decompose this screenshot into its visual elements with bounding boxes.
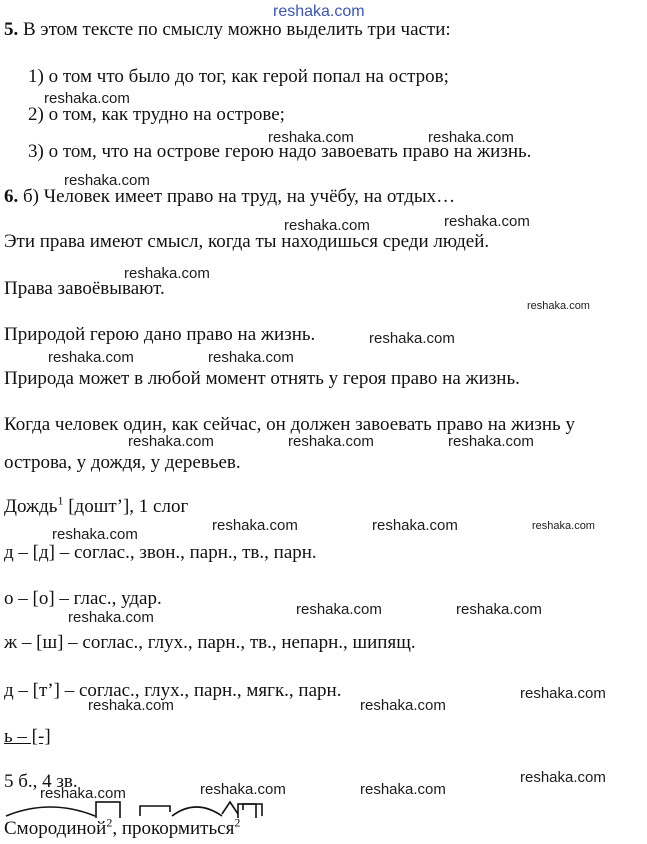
q6-first-line: б) Человек имеет право на труд, на учёбу, на отдых…	[23, 186, 456, 207]
phonetic-word: Дождь	[4, 496, 58, 517]
watermark: reshaka.com	[520, 685, 606, 702]
q6-paragraph: Эти права имеют смысл, когда ты находишься среди людей.	[4, 231, 490, 252]
q5-item: 2) о том, как трудно на острове;	[28, 104, 285, 125]
watermark: reshaka.com	[369, 330, 455, 347]
watermark: reshaka.com	[268, 129, 354, 146]
watermark: reshaka.com	[128, 433, 214, 450]
watermark: reshaka.com	[273, 3, 365, 20]
watermark: reshaka.com	[208, 349, 294, 366]
watermark: reshaka.com	[428, 129, 514, 146]
watermark: reshaka.com	[284, 217, 370, 234]
q6-paragraph: острова, у дождя, у деревьев.	[4, 452, 241, 473]
watermark: reshaka.com	[444, 213, 530, 230]
watermark: reshaka.com	[124, 265, 210, 282]
watermark: reshaka.com	[200, 781, 286, 798]
watermark: reshaka.com	[296, 601, 382, 618]
morpheme-word-sup: 2	[106, 815, 113, 830]
phonetic-summary: 5 б., 4 зв.	[4, 771, 78, 792]
q5-intro: В этом тексте по смыслу можно выделить три части:	[23, 19, 451, 40]
q5-item: 3) о том, что на острове герою надо завоевать право на жизнь.	[28, 141, 532, 162]
watermark: reshaka.com	[44, 90, 130, 107]
q6-heading	[4, 186, 455, 208]
watermark: reshaka.com	[360, 781, 446, 798]
morpheme-line	[4, 815, 241, 840]
watermark: reshaka.com	[64, 172, 150, 189]
q6-paragraph: Природой герою дано право на жизнь.	[4, 324, 316, 345]
phonetic-transcription: [дошт’], 1 слог	[68, 496, 189, 517]
root-arc-mark	[6, 807, 95, 816]
watermark: reshaka.com	[288, 433, 374, 450]
morpheme-word-sup: 2	[234, 815, 241, 830]
watermark: reshaka.com	[532, 520, 595, 532]
phonetic-row: д – [д] – соглас., звон., парн., тв., парн.	[4, 542, 317, 563]
phonetic-word-sup: 1	[57, 493, 64, 508]
watermark: reshaka.com	[520, 769, 606, 786]
watermark: reshaka.com	[372, 517, 458, 534]
postfix-mark	[243, 804, 262, 816]
phonetic-row: ж – [ш] – соглас., глух., парн., тв., непарн., шипящ.	[4, 632, 416, 653]
watermark: reshaka.com	[360, 697, 446, 714]
root-arc-mark	[172, 807, 222, 816]
watermark: reshaka.com	[48, 349, 134, 366]
morpheme-word: Смородиной	[4, 818, 107, 839]
phonetic-row: д – [т’] – соглас., глух., парн., мягк., парн.	[4, 680, 342, 701]
watermark: reshaka.com	[52, 526, 138, 543]
phonetic-row: о – [о] – глас., удар.	[4, 588, 162, 609]
question-number: 5.	[4, 19, 19, 40]
ending-box-mark	[238, 804, 256, 818]
q6-paragraph: Природа может в любой момент отнять у героя право на жизнь.	[4, 368, 520, 389]
q5-heading	[4, 19, 451, 41]
morpheme-word: прокормиться	[121, 818, 235, 839]
phonetic-title	[4, 493, 189, 518]
watermark: reshaka.com	[448, 433, 534, 450]
phonetic-row: ь – [-]	[4, 726, 51, 747]
question-number: 6.	[4, 186, 19, 207]
morpheme-separator: ,	[112, 818, 122, 839]
watermark: reshaka.com	[88, 697, 174, 714]
prefix-mark	[140, 806, 170, 816]
q6-paragraph: Права завоёвывают.	[4, 278, 165, 299]
q5-item: 1) о том что было до тог, как герой попал на остров;	[28, 66, 449, 87]
q6-paragraph: Когда человек один, как сейчас, он должен завоевать право на жизнь у	[4, 414, 575, 435]
watermark: reshaka.com	[40, 785, 126, 802]
watermark: reshaka.com	[212, 517, 298, 534]
watermark: reshaka.com	[68, 609, 154, 626]
watermark: reshaka.com	[527, 300, 590, 312]
watermark: reshaka.com	[456, 601, 542, 618]
suffix-mark	[222, 802, 238, 814]
